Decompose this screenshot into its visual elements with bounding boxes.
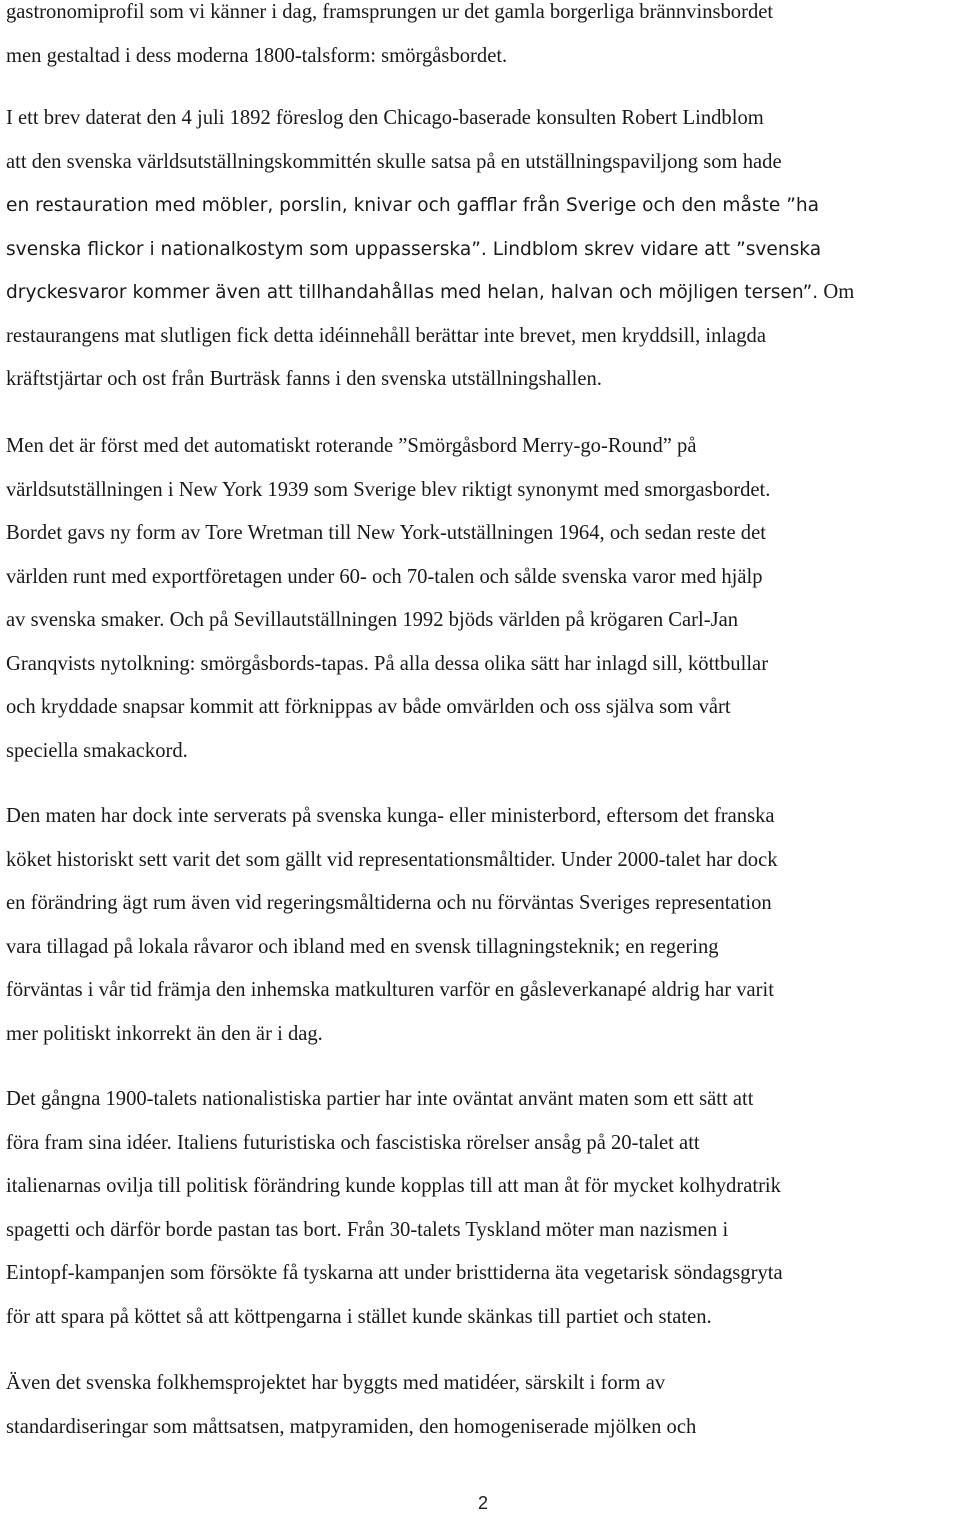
- text-line: italienarnas ovilja till politisk förändring kunde kopplas till att man åt för mycket kolhydratrik: [6, 1175, 781, 1197]
- text-line: Den maten har dock inte serverats på svenska kunga- eller ministerbord, eftersom det franska: [6, 805, 775, 827]
- paragraph-5: [6, 1078, 783, 1339]
- text-line: mer politiskt inkorrekt än den är i dag.: [6, 1022, 323, 1045]
- text-line: Det gångna 1900-talets nationalistiska partier har inte oväntat använt maten som ett sätt att: [6, 1088, 754, 1110]
- text-line: av svenska smaker. Och på Sevillautställningen 1992 bjöds världen på krögaren Carl-Jan: [6, 609, 739, 631]
- text-line: föra fram sina idéer. Italiens futuristiska och fascistiska rörelser ansåg på 20-talet att: [6, 1131, 700, 1154]
- text-line: kräftstjärtar och ost från Burträsk fanns i den svenska utställningshallen.: [6, 368, 602, 390]
- text-line: svenska flickor i nationalkostym som uppasserska”. Lindblom skrev vidare att ”svenska: [6, 238, 822, 260]
- text-line: men gestaltad i dess moderna 1800-talsform: smörgåsbordet.: [6, 44, 508, 67]
- text-line: Men det är först med det automatiskt roterande ”Smörgåsbord Merry-go-Round” på: [6, 435, 697, 457]
- paragraph-3: [6, 425, 770, 773]
- text-line: för att spara på köttet så att köttpengarna i stället kunde skänkas till partiet och staten.: [6, 1305, 712, 1328]
- text-line: spagetti och därför borde pastan tas bort. Från 30-talets Tyskland möter man nazismen i: [6, 1218, 729, 1241]
- paragraph-4: [6, 795, 778, 1056]
- text-run: dryckesvaror kommer även att tillhandahållas med helan, halvan och möjligen tersen”.: [6, 282, 819, 303]
- text-line: Även det svenska folkhemsprojektet har byggts med matidéer, särskilt i form av: [6, 1372, 666, 1394]
- text-line: en restauration med möbler, porslin, knivar och gafflar från Sverige och den måste ”ha: [6, 195, 820, 216]
- text-line: [6, 271, 854, 315]
- text-line: köket historiskt sett varit det som gällt vid representationsmåltider. Under 2000-talet har dock: [6, 848, 778, 871]
- text-line: världen runt med exportföretagen under 60- och 70-talen och sålde svenska varor med hjälp: [6, 565, 763, 588]
- text-line: speciella smakackord.: [6, 739, 188, 762]
- paragraph-1: [6, 0, 773, 78]
- paragraph-6: [6, 1362, 696, 1449]
- text-line: Eintopf-kampanjen som försökte få tyskarna att under bristtiderna äta vegetarisk söndagsgryta: [6, 1262, 783, 1284]
- text-line: standardiseringar som måttsatsen, matpyramiden, den homogeniserade mjölken och: [6, 1415, 697, 1438]
- text-line: världsutställningen i New York 1939 som Sverige blev riktigt synonymt med smorgasbordet.: [6, 478, 771, 501]
- text-line: I ett brev daterat den 4 juli 1892 föreslog den Chicago-baserade konsulten Robert Lindblom: [6, 107, 764, 129]
- text-line: en förändring ägt rum även vid regeringsmåltiderna och nu förväntas Sveriges representation: [6, 892, 772, 914]
- text-line: vara tillagad på lokala råvaror och ibland med en svensk tillagningsteknik; en regering: [6, 935, 719, 958]
- text-run: Om: [818, 281, 855, 303]
- text-line: restaurangens mat slutligen fick detta idéinnehåll berättar inte brevet, men kryddsill, inlagda: [6, 324, 766, 347]
- page-number: 2: [477, 1493, 488, 1513]
- text-line: och kryddade snapsar kommit att förknippas av både omvärlden och oss själva som vårt: [6, 696, 731, 718]
- text-line: Granqvists nytolkning: smörgåsbords-tapas. På alla dessa olika sätt har inlagd sill, köttbullar: [6, 652, 769, 675]
- text-line: förväntas i vår tid främja den inhemska matkulturen varför en gåsleverkanapé aldrig har varit: [6, 979, 774, 1001]
- paragraph-2: [6, 97, 854, 402]
- text-line: att den svenska världsutställningskommittén skulle satsa på en utställningspaviljong som hade: [6, 150, 782, 173]
- text-line: gastronomiprofil som vi känner i dag, framsprungen ur det gamla borgerliga brännvinsbordet: [6, 1, 774, 23]
- text-line: Bordet gavs ny form av Tore Wretman till New York-utställningen 1964, och sedan reste det: [6, 522, 766, 544]
